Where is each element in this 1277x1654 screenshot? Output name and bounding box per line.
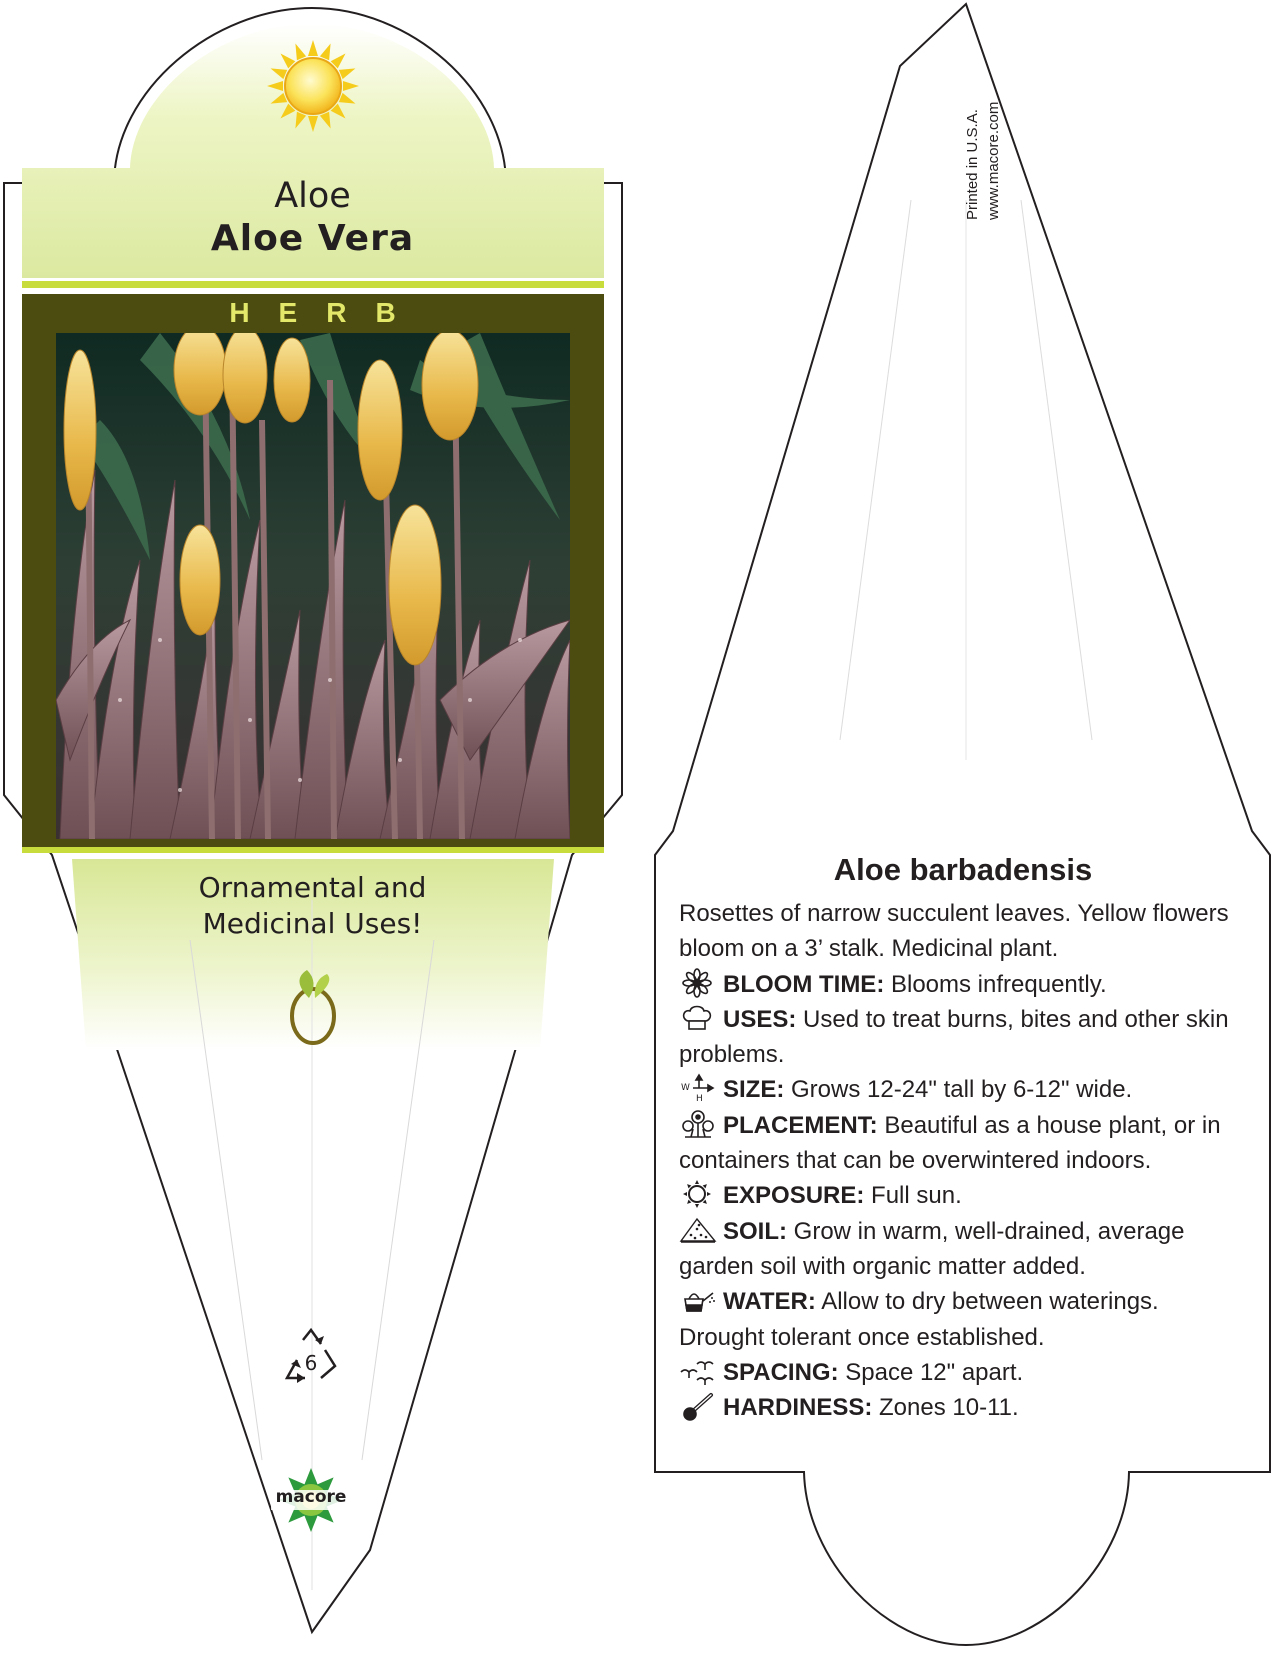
water-value: Allow to dry between waterings. bbox=[821, 1288, 1159, 1316]
bloom-time-label: BLOOM TIME: bbox=[723, 970, 885, 998]
uses-row bbox=[679, 1002, 1229, 1037]
placement-value: Beautiful as a house plant, or in bbox=[884, 1111, 1221, 1139]
description-line: bloom on a 3’ stalk. Medicinal plant. bbox=[679, 935, 1059, 963]
size-value: Grows 12-24" tall by 6-12" wide. bbox=[791, 1076, 1133, 1104]
size-arrows-icon bbox=[679, 1073, 717, 1103]
thermometer-icon bbox=[679, 1391, 717, 1421]
soil-value-cont: garden soil with organic matter added. bbox=[679, 1252, 1086, 1280]
water-row bbox=[679, 1284, 1219, 1319]
full-sun-icon bbox=[267, 40, 359, 132]
hardiness-label: HARDINESS: bbox=[723, 1394, 873, 1422]
common-name: Aloe bbox=[274, 176, 351, 216]
exposure-label: EXPOSURE: bbox=[723, 1182, 865, 1210]
hardiness-row bbox=[679, 1390, 1219, 1425]
care-instructions bbox=[679, 896, 1229, 1425]
variety-name: Aloe Vera bbox=[210, 218, 415, 259]
spacing-value: Space 12" apart. bbox=[845, 1358, 1024, 1386]
spacing-row bbox=[679, 1355, 1219, 1390]
exposure-row bbox=[679, 1178, 1219, 1213]
botanical-name: Aloe barbadensis bbox=[833, 852, 1093, 887]
hardiness-value: Zones 10-11. bbox=[879, 1394, 1019, 1422]
website-line: www.macore.com bbox=[985, 101, 1002, 220]
uses-value-cont: problems. bbox=[679, 1041, 785, 1069]
placement-label: PLACEMENT: bbox=[723, 1111, 878, 1139]
size-label: SIZE: bbox=[723, 1076, 785, 1104]
sun-icon bbox=[679, 1179, 717, 1209]
bloom-time-row bbox=[679, 967, 1219, 1002]
tagline bbox=[20, 870, 605, 942]
soil-label: SOIL: bbox=[723, 1217, 787, 1245]
spacing-label: SPACING: bbox=[723, 1358, 839, 1386]
bloom-time-value: Blooms infrequently. bbox=[890, 970, 1107, 998]
printed-line: Printed in U.S.A. bbox=[964, 109, 981, 220]
water-label: WATER: bbox=[723, 1288, 816, 1316]
water-value-cont: Drought tolerant once established. bbox=[679, 1323, 1045, 1351]
printed-in-label bbox=[962, 50, 1002, 220]
svg-text:H: H bbox=[696, 1094, 703, 1104]
brand-name: macore bbox=[275, 1487, 347, 1507]
svg-text:W: W bbox=[681, 1083, 690, 1094]
placement-row bbox=[679, 1108, 1219, 1143]
soil-icon bbox=[679, 1215, 717, 1245]
soil-row bbox=[679, 1214, 1219, 1249]
watering-can-icon bbox=[679, 1285, 717, 1315]
tagline-line: Ornamental and bbox=[198, 871, 427, 904]
placement-value-cont: containers that can be overwintered indoors. bbox=[679, 1147, 1152, 1175]
spacing-icon bbox=[679, 1356, 717, 1386]
uses-label: USES: bbox=[723, 1005, 797, 1033]
garden-icon bbox=[679, 1109, 717, 1139]
soil-value: Grow in warm, well-drained, average bbox=[793, 1217, 1185, 1245]
recycle-code: 6 bbox=[304, 1351, 318, 1375]
size-row bbox=[679, 1072, 1219, 1107]
chef-hat-icon bbox=[679, 1003, 717, 1033]
flower-icon bbox=[679, 968, 717, 998]
uses-value: Used to treat burns, bites and other skin bbox=[803, 1005, 1229, 1033]
category-label: HERB bbox=[229, 297, 425, 328]
description-line: Rosettes of narrow succulent leaves. Yellow flowers bbox=[679, 900, 1229, 927]
aloe-photo bbox=[56, 325, 570, 839]
tagline-line: Medicinal Uses! bbox=[202, 907, 423, 940]
exposure-value: Full sun. bbox=[871, 1182, 962, 1210]
